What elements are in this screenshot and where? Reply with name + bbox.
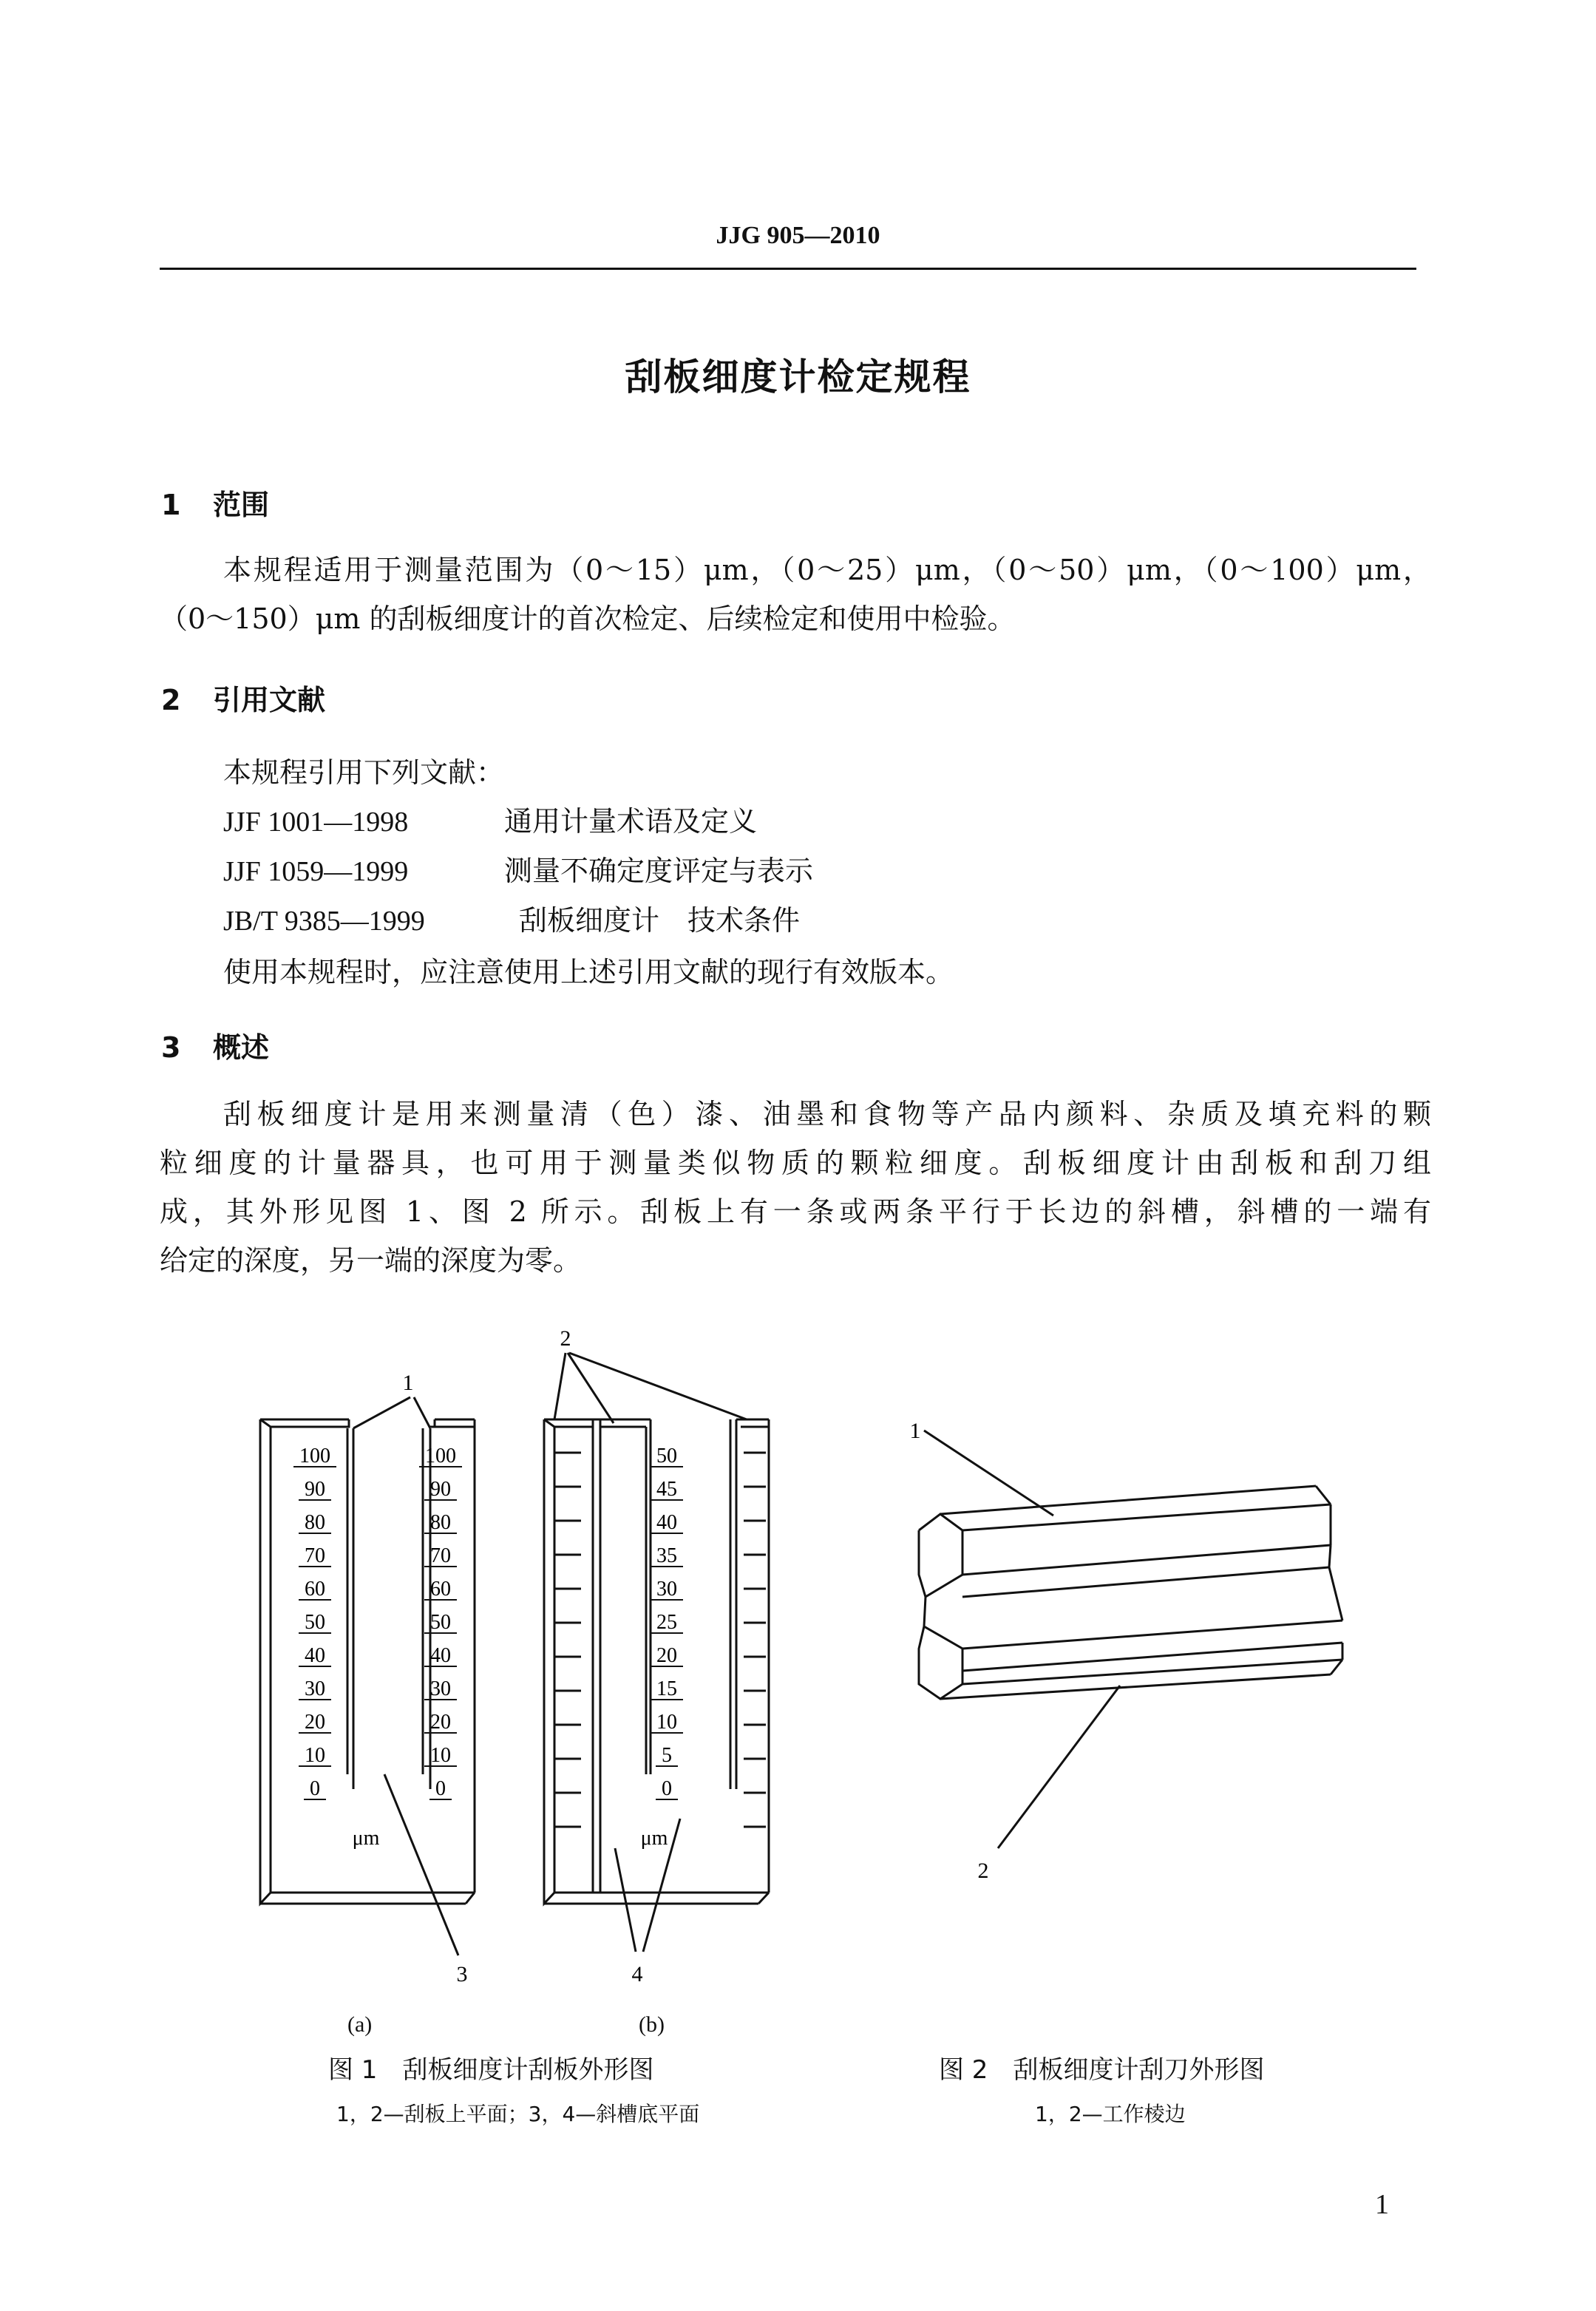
section-title: 范围	[213, 489, 270, 521]
reference-name: 测量不确定度评定与表示	[504, 855, 814, 887]
scale-a-right-label: 10	[430, 1744, 451, 1767]
figure-1b-scraper-board	[532, 1301, 813, 2040]
scale-a-right-label: 50	[430, 1611, 451, 1634]
scale-a-left-label: 30	[305, 1677, 325, 1700]
scale-b-label: 25	[656, 1611, 677, 1634]
scale-a-left-label: 100	[299, 1445, 330, 1467]
scale-b-label: 20	[656, 1644, 677, 1667]
subfigure-label-a: (a)	[347, 2012, 373, 2037]
reference-code: JB/T 9385—1999	[223, 906, 425, 937]
paragraph-line: 粒细度的计量器具，也可用于测量类似物质的颗粒细度。刮板细度计由刮板和刮刀组	[160, 1147, 1431, 1179]
scale-a-right-label: 20	[430, 1711, 451, 1734]
references-note: 使用本规程时，应注意使用上述引用文献的现行有效版本。	[223, 956, 954, 988]
scale-b-label: 30	[656, 1578, 677, 1601]
callout-label-1: 1	[402, 1371, 414, 1395]
figure-1-caption: 图 1 刮板细度计刮板外形图	[328, 2055, 654, 2085]
scale-a-right	[419, 1445, 462, 1800]
callout-label-4: 4	[631, 1962, 643, 1986]
figure-1-legend: 1，2—刮板上平面；3，4—斜槽底平面	[336, 2102, 700, 2126]
scale-a-left-label: 40	[305, 1644, 325, 1667]
reference-code: JJF 1001—1998	[223, 807, 409, 838]
scale-b-label: 50	[656, 1445, 677, 1467]
section-number: 2	[161, 684, 181, 716]
section-number: 1	[161, 489, 181, 521]
reference-item	[223, 848, 813, 889]
scale-b-label: 35	[656, 1544, 677, 1567]
paragraph-line: （0～150）μm 的刮板细度计的首次检定、后续检定和使用中检验。	[160, 603, 1016, 635]
reference-item	[223, 798, 757, 839]
scale-a-left-label: 50	[305, 1611, 325, 1634]
figure-2-legend: 1，2—工作棱边	[1035, 2102, 1186, 2126]
scale-a-right-label: 40	[430, 1644, 451, 1667]
paragraph-line: 成，其外形见图 1、图 2 所示。刮板上有一条或两条平行于长边的斜槽，斜槽的一端有	[160, 1195, 1431, 1228]
scale-a-left-label: 70	[305, 1544, 325, 1567]
figure-2-scraper-blade	[894, 1405, 1368, 1893]
paragraph-line: 刮板细度计是用来测量清（色）漆、油墨和食物等产品内颜料、杂质及填充料的颗	[223, 1098, 1431, 1130]
subfigure-label-b: (b)	[639, 2012, 665, 2037]
section-number: 3	[161, 1031, 181, 1064]
scale-b-label: 0	[662, 1777, 672, 1800]
section-title: 引用文献	[213, 684, 326, 716]
section-2-heading	[161, 677, 325, 718]
scale-a-left-label: 80	[305, 1511, 325, 1534]
scale-a-right-label: 60	[430, 1578, 451, 1601]
paragraph-line: 本规程适用于测量范围为（0～15）μm，（0～25）μm，（0～50）μm，（0～100）μm，	[223, 554, 1431, 586]
callout-label-2: 2	[560, 1326, 571, 1351]
scale-b-ticks	[554, 1453, 766, 1827]
scale-b-label: 45	[656, 1478, 677, 1501]
scale-b-label: 40	[656, 1511, 677, 1534]
reference-name: 通用计量术语及定义	[504, 805, 758, 838]
scale-b-label: 15	[656, 1677, 677, 1700]
section-3-heading	[161, 1025, 269, 1065]
section-title: 概述	[213, 1031, 270, 1064]
reference-item	[223, 897, 800, 938]
callout-label-1: 1	[909, 1419, 921, 1443]
scale-b-labels	[651, 1445, 683, 1800]
header-rule	[160, 268, 1416, 270]
scale-a-right-label: 30	[430, 1677, 451, 1700]
unit-label: μm	[352, 1827, 380, 1850]
figure-2-caption: 图 2 刮板细度计刮刀外形图	[939, 2055, 1265, 2085]
scale-a-right-label: 70	[430, 1544, 451, 1567]
scale-a-left-label: 10	[305, 1744, 325, 1767]
scale-a-left-label: 0	[310, 1777, 320, 1800]
scale-a-right-label: 90	[430, 1478, 451, 1501]
scale-b-label: 5	[662, 1744, 672, 1767]
unit-label: μm	[640, 1827, 668, 1850]
reference-code: JJF 1059—1999	[223, 856, 409, 887]
callout-label-2: 2	[977, 1859, 989, 1883]
scale-a-left-label: 20	[305, 1711, 325, 1734]
scale-a-left-label: 90	[305, 1478, 325, 1501]
scale-a-right-label: 100	[425, 1445, 456, 1467]
scale-a-left-label: 60	[305, 1578, 325, 1601]
callout-label-3: 3	[456, 1962, 468, 1986]
page-number: 1	[1375, 2189, 1389, 2220]
document-title: 刮板细度计检定规程	[625, 356, 971, 398]
section-1-heading	[161, 482, 269, 523]
scale-a-left	[293, 1445, 336, 1800]
references-intro: 本规程引用下列文献：	[223, 756, 505, 789]
scale-a-right-label: 80	[430, 1511, 451, 1534]
paragraph-line: 给定的深度，另一端的深度为零。	[160, 1244, 582, 1277]
figure-1a-scraper-board	[237, 1301, 532, 2040]
reference-name: 刮板细度计 技术条件	[519, 904, 801, 937]
scale-b-label: 10	[656, 1711, 677, 1734]
scale-a-right-label: 0	[435, 1777, 446, 1800]
document-code: JJG 905—2010	[716, 222, 880, 249]
